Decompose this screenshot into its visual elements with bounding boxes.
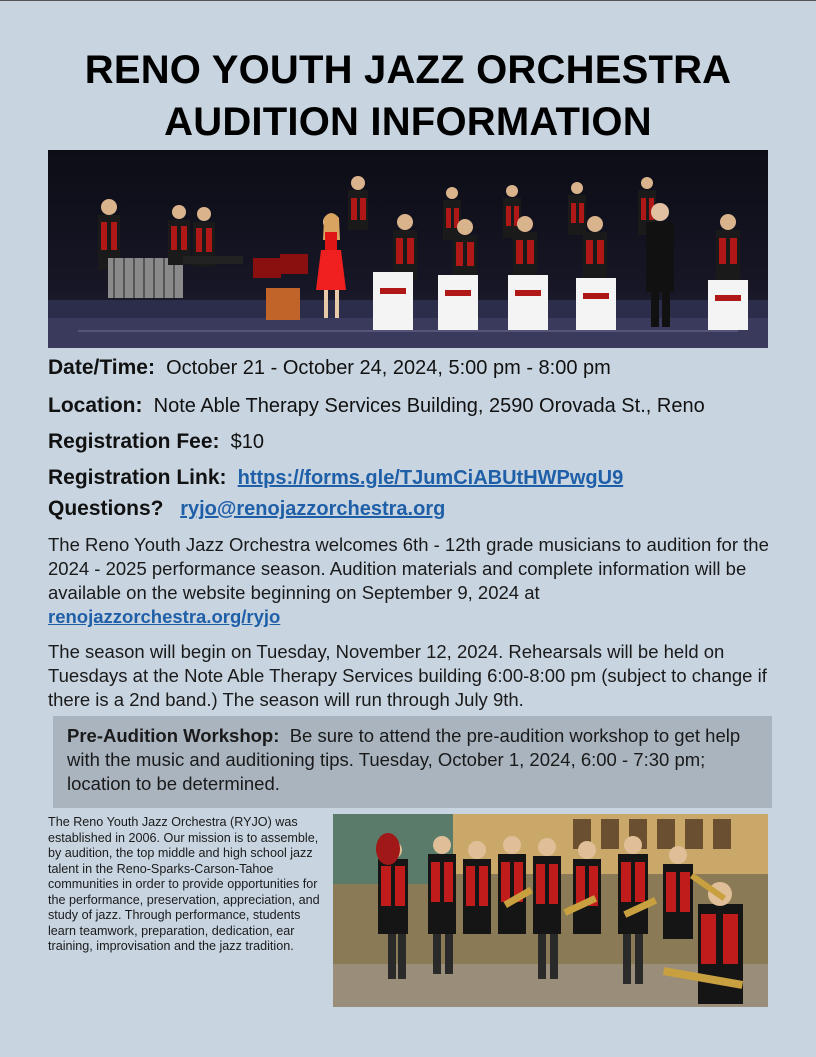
page-title <box>0 44 816 148</box>
season-text: The season will begin on Tuesday, November 12, 2024. Rehearsals will be held on Tuesdays at the Note Able Therapy Services building 6:00-8:00 pm (subject to change if there is a 2nd band.) The season will run through July 9th. <box>48 641 767 710</box>
datetime-row <box>48 356 611 380</box>
website-link[interactable]: renojazzorchestra.org/ryjo <box>48 606 281 627</box>
datetime-label: Date/Time: <box>48 356 155 379</box>
questions-label: Questions? <box>48 497 164 520</box>
questions-row <box>48 497 445 521</box>
title-line-2: AUDITION INFORMATION <box>164 100 652 144</box>
intro-paragraph <box>48 533 772 629</box>
fee-row <box>48 430 264 454</box>
fee-value: $10 <box>230 431 265 453</box>
top-border <box>0 0 816 1</box>
orchestra-stage-photo <box>48 150 768 348</box>
orchestra-group-photo <box>333 814 768 1007</box>
workshop-label: Pre-Audition Workshop: <box>67 725 280 746</box>
season-paragraph <box>48 640 772 712</box>
title-line-1: RENO YOUTH JAZZ ORCHESTRA <box>84 48 732 92</box>
registration-link[interactable]: https://forms.gle/TJumCiABUtHWPwgU9 <box>237 467 624 489</box>
location-value: Note Able Therapy Services Building, 2590 Orovada St., Reno <box>153 395 705 417</box>
registration-link-row <box>48 466 623 490</box>
workshop-box <box>53 716 772 808</box>
intro-text: The Reno Youth Jazz Orchestra welcomes 6th - 12th grade musicians to audition for the 2024 - 2025 performance season. Audition materials and complete information will be available on the website beginning on September 9, 2024 at <box>48 534 769 603</box>
location-label: Location: <box>48 394 143 417</box>
fee-label: Registration Fee: <box>48 430 220 453</box>
location-row <box>48 394 705 418</box>
workshop-text: Be sure to attend the pre-audition workshop to get help with the music and auditioning tips. Tuesday, October 1, 2024, 6:00 - 7:30 pm; location to be determined. <box>67 725 741 794</box>
datetime-value: October 21 - October 24, 2024, 5:00 pm - 8:00 pm <box>166 357 611 379</box>
registration-link-label: Registration Link: <box>48 466 227 489</box>
mission-paragraph: The Reno Youth Jazz Orchestra (RYJO) was established in 2006. Our mission is to assemble, by audition, the top middle and high school jazz talent in the Reno-Sparks-Carson-Tahoe communities in order to provide opportunities for the performance, preservation, appreciation, and study of jazz. Through performance, students learn teamwork, preparation, dedication, ear training, improvisation and the jazz tradition. <box>48 815 320 953</box>
questions-email-link[interactable]: ryjo@renojazzorchestra.org <box>180 498 446 520</box>
